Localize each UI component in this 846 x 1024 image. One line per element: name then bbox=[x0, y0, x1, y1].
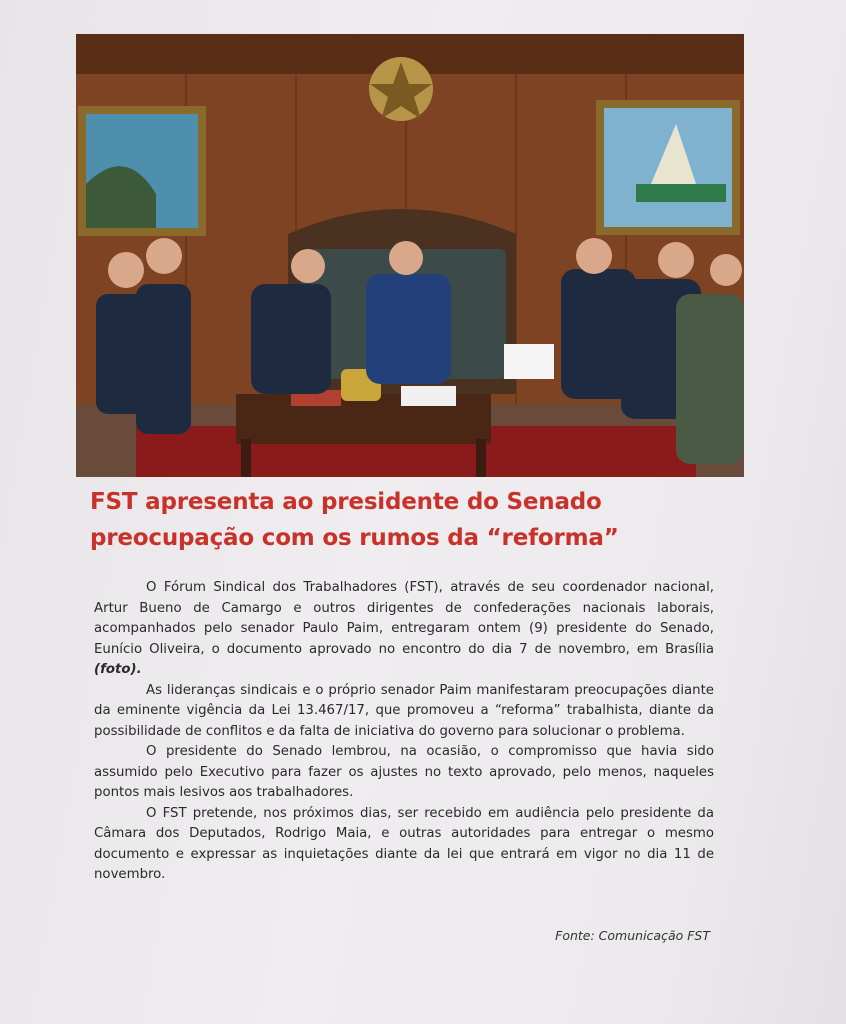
coat-of-arms-icon bbox=[369, 57, 433, 121]
meeting-photo-illustration bbox=[76, 34, 744, 477]
paragraph-3: O presidente do Senado lembrou, na ocasião, o compromisso que havia sido assumido pelo Executivo para fazer os ajustes no texto aprovado, pelo menos, naqueles pontos mais lesivos aos trabalhadores. bbox=[94, 744, 714, 800]
headline-line-2: preocupação com os rumos da “reforma” bbox=[90, 525, 619, 551]
paragraph-1-text: O Fórum Sindical dos Trabalhadores (FST), através de seu coordenador nacional, Artur Bueno de Camargo e outros dirigentes de confederações nacionais laborais, acompanhados pelo senador Paulo Paim, entregaram ontem (9) presidente do Senado, Eunício Oliveira, o documento aprovado no encontro do dia 7 de novembro, em Brasília bbox=[94, 580, 714, 657]
source-credit: Fonte: Comunicação FST bbox=[555, 928, 710, 943]
paragraph-2: As lideranças sindicais e o próprio senador Paim manifestaram preocupações diante da eminente vigência da Lei 13.467/17, que promoveu a “reforma” trabalhista, diante da possibilidade de conflitos e da falta de iniciativa do governo para solucionar o problema. bbox=[94, 682, 714, 739]
paragraph-4: O FST pretende, nos próximos dias, ser recebido em audiência pelo presidente da Câmara dos Deputados, Rodrigo Maia, e outras autoridades para entregar o mesmo documento e expressar as inquietações diante da lei que entrará em vigor no dia 11 de novembro. bbox=[94, 805, 714, 882]
headline-line-1: FST apresenta ao presidente do Senado bbox=[90, 489, 602, 515]
article-headline bbox=[90, 484, 730, 556]
photo-reference: (foto). bbox=[94, 662, 142, 677]
article-photo bbox=[76, 34, 744, 477]
article-body bbox=[94, 578, 714, 886]
paragraph-1 bbox=[94, 578, 714, 681]
